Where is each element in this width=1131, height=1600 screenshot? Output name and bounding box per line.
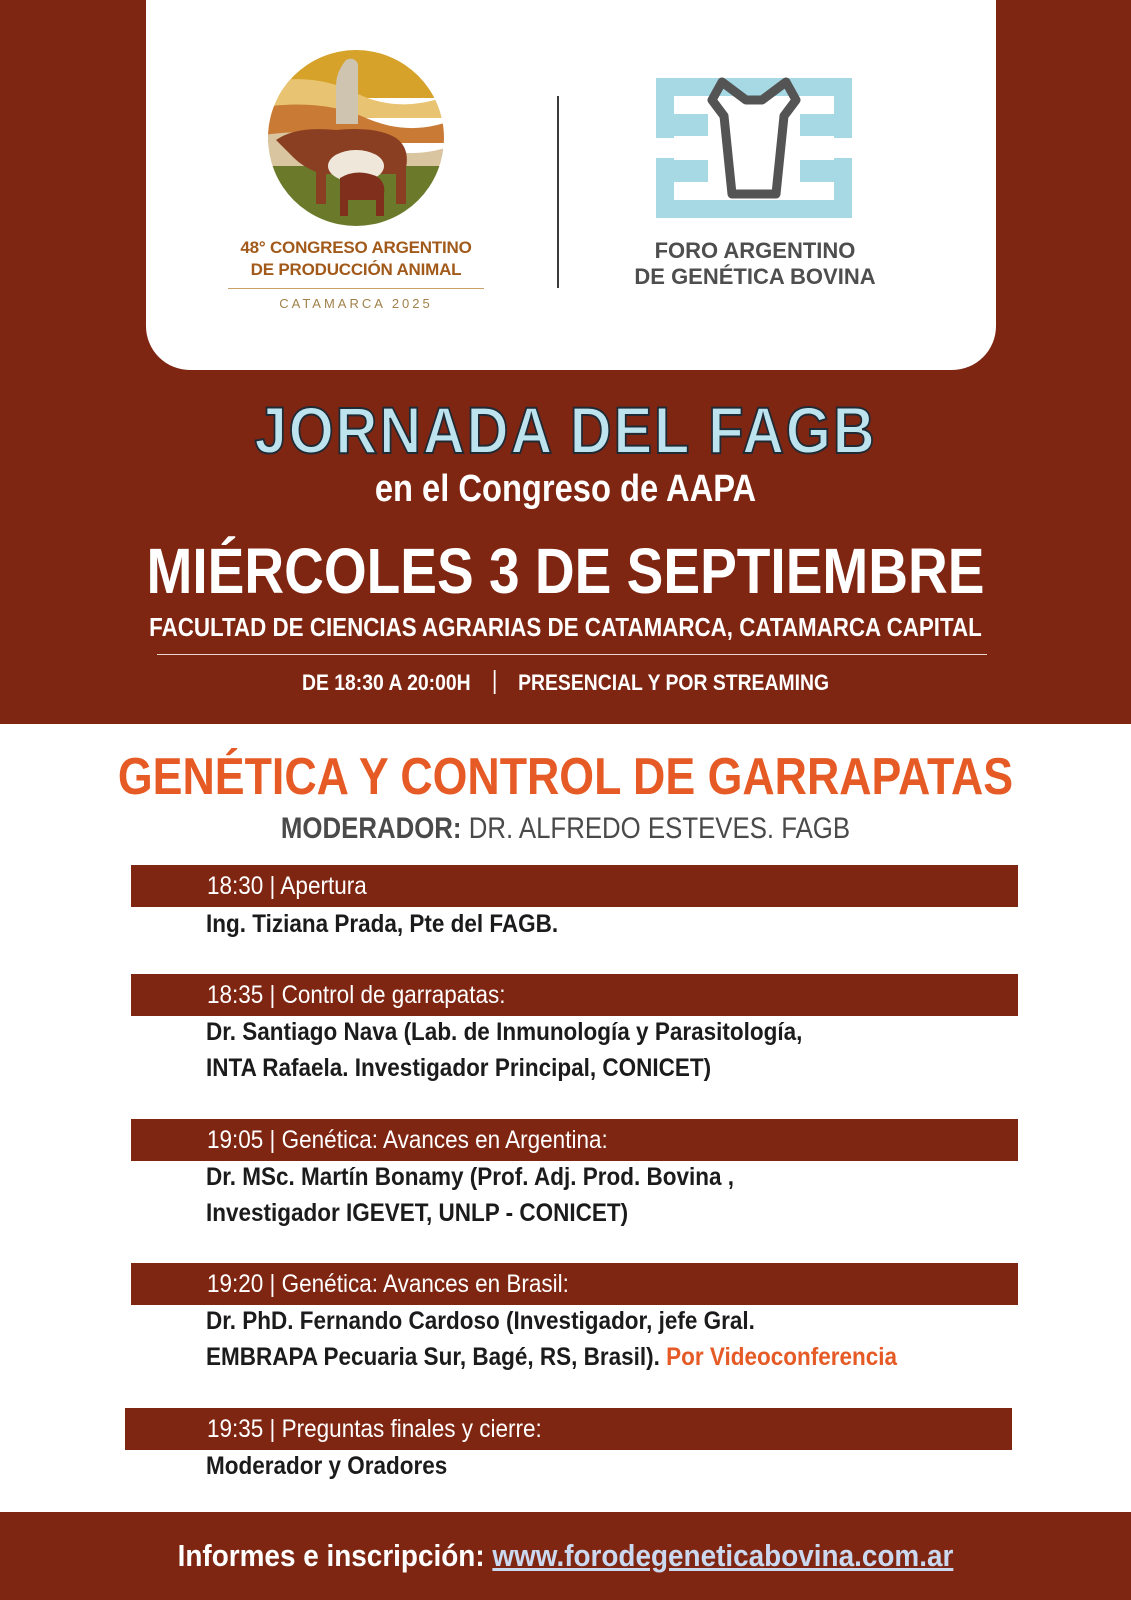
- foro-name-line1: FORO ARGENTINO: [654, 238, 856, 263]
- agenda-item-heading: 18:35 | Control de garrapatas:: [207, 981, 506, 1009]
- footer-text: [57, 1512, 1075, 1600]
- agenda-speaker-line: Dr. Santiago Nava (Lab. de Inmunología y Parasitología,: [206, 1018, 803, 1046]
- agenda-item-heading: 18:30 | Apertura: [207, 872, 367, 900]
- footer: [0, 1512, 1131, 1600]
- agenda-topic: Control de garrapatas:: [281, 981, 506, 1009]
- event-date: MIÉRCOLES 3 DE SEPTIEMBRE: [146, 535, 985, 607]
- agenda-topic: Preguntas finales y cierre:: [281, 1415, 542, 1443]
- congreso-name-line2: DE PRODUCCIÓN ANIMAL: [250, 260, 462, 279]
- event-title: JORNADA DEL FAGB: [254, 393, 877, 467]
- agenda-time: 18:30: [207, 872, 264, 900]
- agenda-topic: Genética: Avances en Brasil:: [281, 1270, 569, 1298]
- bull-head-icon: [644, 74, 864, 224]
- logo-divider: [557, 96, 559, 288]
- foro-logo: [620, 74, 890, 294]
- congreso-divider: [228, 288, 484, 289]
- agenda-time: 19:20: [207, 1270, 264, 1298]
- agenda-speaker-line: Dr. PhD. Fernando Cardoso (Investigador, jefe Gral.: [206, 1307, 755, 1335]
- agenda-speaker-line: Dr. MSc. Martín Bonamy (Prof. Adj. Prod. Bovina ,: [206, 1163, 734, 1191]
- agenda-speaker-line: INTA Rafaela. Investigador Principal, CONICET): [206, 1054, 712, 1082]
- agenda-item-heading: 19:05 | Genética: Avances en Argentina:: [207, 1126, 608, 1154]
- agenda-item-bar: [131, 1263, 1018, 1305]
- farm-animals-icon: [246, 48, 466, 228]
- agenda-time: 19:05: [207, 1126, 264, 1154]
- section-title: GENÉTICA Y CONTROL DE GARRAPATAS: [117, 748, 1014, 806]
- moderator: [79, 810, 1052, 848]
- congreso-logo: [226, 48, 486, 318]
- videoconference-note: Por Videoconferencia: [666, 1343, 898, 1371]
- congreso-city: CATAMARCA 2025: [279, 296, 433, 311]
- agenda-item-heading: 19:20 | Genética: Avances en Brasil:: [207, 1270, 569, 1298]
- event-mode: PRESENCIAL Y POR STREAMING: [518, 670, 830, 695]
- agenda-speaker-line: [206, 1339, 897, 1375]
- agenda-item-bar: [131, 865, 1018, 907]
- event-subtitle: en el Congreso de AAPA: [374, 468, 757, 510]
- event-schedule: [68, 666, 1063, 700]
- moderator-label: MODERADOR:: [280, 812, 462, 845]
- agenda-speaker-line: Investigador IGEVET, UNLP - CONICET): [206, 1199, 629, 1227]
- foro-name-line2: DE GENÉTICA BOVINA: [634, 264, 876, 289]
- agenda-topic: Apertura: [280, 872, 367, 900]
- agenda-speaker-text: EMBRAPA Pecuaria Sur, Bagé, RS, Brasil).: [206, 1343, 660, 1371]
- agenda-speaker-line: Moderador y Oradores: [206, 1452, 448, 1480]
- agenda-item-bar: [131, 974, 1018, 1016]
- agenda-time: 18:35: [207, 981, 264, 1009]
- event-time: DE 18:30 A 20:00H: [301, 670, 471, 695]
- agenda-time: 19:35: [207, 1415, 264, 1443]
- footer-label: Informes e inscripción:: [177, 1538, 485, 1573]
- hero-banner: [0, 0, 1131, 724]
- header-divider: [157, 654, 987, 655]
- event-venue: FACULTAD DE CIENCIAS AGRARIAS DE CATAMARCA, CATAMARCA CAPITAL: [149, 612, 982, 642]
- congreso-name-line1: 48° CONGRESO ARGENTINO: [240, 238, 472, 257]
- moderator-value: DR. ALFREDO ESTEVES. FAGB: [468, 812, 851, 845]
- agenda-item-bar: [125, 1408, 1012, 1450]
- agenda-speaker-line: Ing. Tiziana Prada, Pte del FAGB.: [206, 910, 559, 938]
- agenda-topic: Genética: Avances en Argentina:: [281, 1126, 608, 1154]
- agenda-item-heading: 19:35 | Preguntas finales y cierre:: [207, 1415, 542, 1443]
- schedule-separator: [493, 670, 495, 694]
- website-link[interactable]: www.forodegeneticabovina.com.ar: [492, 1538, 954, 1573]
- agenda-item-bar: [131, 1119, 1018, 1161]
